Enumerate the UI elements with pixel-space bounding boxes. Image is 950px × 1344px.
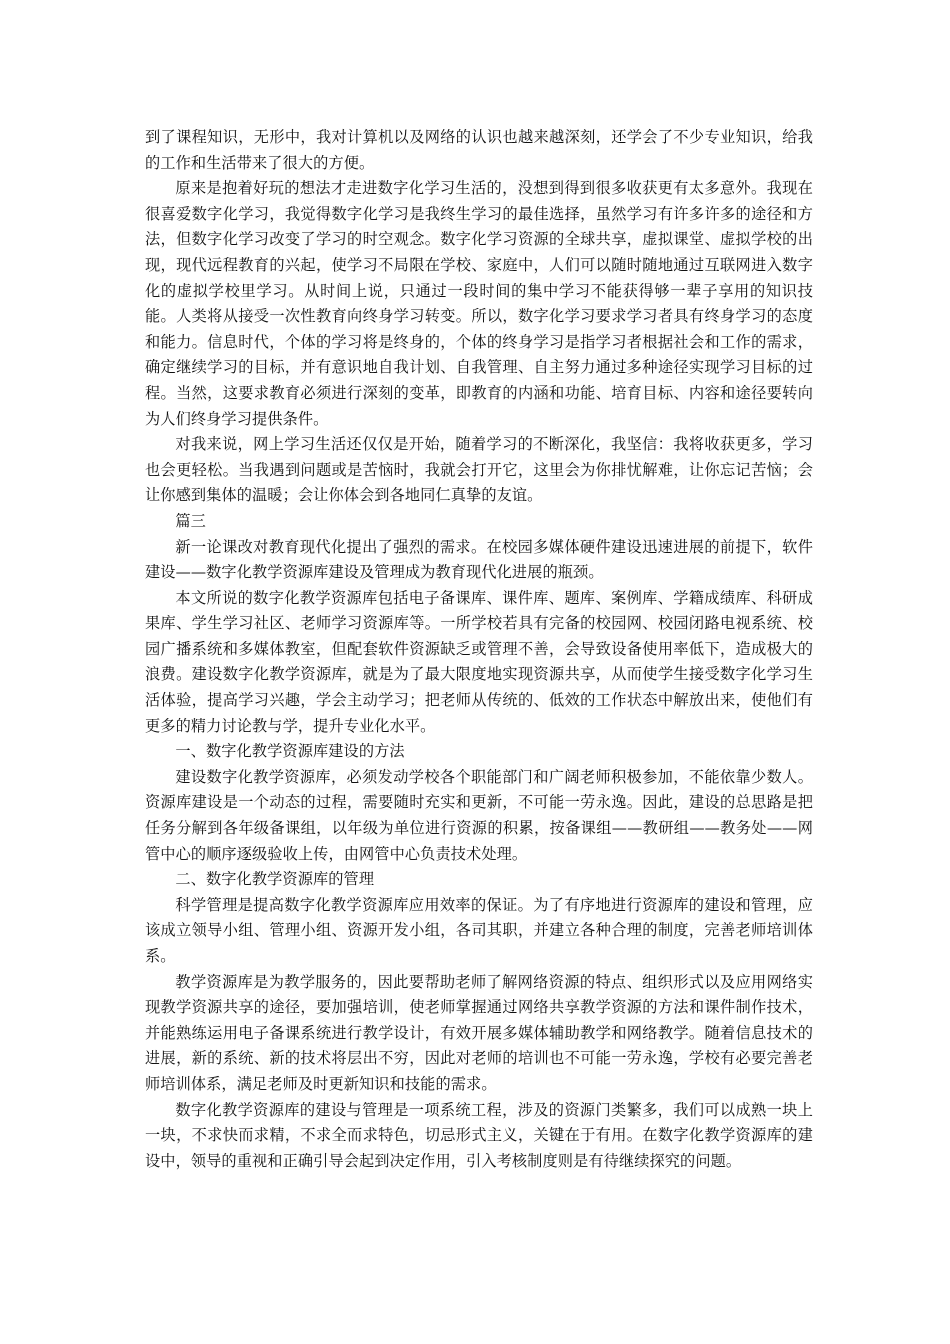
- paragraph-continuation: 到了课程知识，无形中，我对计算机以及网络的认识也越来越深刻，还学会了不少专业知识，给我的工作和生活带来了很大的方便。: [145, 128, 813, 172]
- subsection-heading: 一、数字化教学资源库建设的方法: [175, 742, 405, 761]
- paragraph: 新一论课改对教育现代化提出了强烈的需求。在校园多媒体硬件建设迅速进展的前提下，软件建设——数字化教学资源库建设及管理成为教育现代化进展的瓶颈。: [145, 537, 813, 582]
- paragraph: 数字化教学资源库的建设与管理是一项系统工程，涉及的资源门类繁多，我们可以成熟一块上一块，不求快而求精，不求全而求特色，切忌形式主义，关键在于有用。在数字化教学资源库的建设中，领导的重视和正确引导会起到决定作用，引入考核制度则是有待继续探究的问题。: [145, 1100, 813, 1170]
- document-body: [145, 125, 813, 1174]
- paragraph: 本文所说的数字化教学资源库包括电子备课库、课件库、题库、案例库、学籍成绩库、科研成果库、学生学习社区、老师学习资源库等。一所学校若具有完备的校园网、校园闭路电视系统、校园广播系统和多媒体教室，但配套软件资源缺乏或管理不善，会导致设备使用率低下，造成极大的浪费。建设数字化教学资源库，就是为了最大限度地实现资源共享，从而使学生接受数字化学习生活体验，提高学习兴趣，学会主动学习；把老师从传统的、低效的工作状态中解放出来，使他们有更多的精力讨论教与学，提升专业化水平。: [145, 588, 813, 735]
- paragraph: 科学管理是提高数字化教学资源库应用效率的保证。为了有序地进行资源库的建设和管理，应该成立领导小组、管理小组、资源开发小组，各司其职，并建立各种合理的制度，完善老师培训体系。: [145, 895, 813, 965]
- paragraph: 对我来说，网上学习生活还仅仅是开始，随着学习的不断深化，我坚信：我将收获更多，学习也会更轻松。当我遇到问题或是苦恼时，我就会打开它，这里会为你排忧解难，让你忘记苦恼；会让你感到集体的温暖；会让你体会到各地同仁真挚的友谊。: [145, 435, 813, 505]
- paragraph: 建设数字化教学资源库，必须发动学校各个职能部门和广阔老师积极参加，不能依靠少数人。资源库建设是一个动态的过程，需要随时充实和更新，不可能一劳永逸。因此，建设的总思路是把任务分解到各年级备课组，以年级为单位进行资源的积累，按备课组——教研组——教务处——网管中心的顺序逐级验收上传，由网管中心负责技术处理。: [145, 767, 813, 863]
- subsection-heading: 二、数字化教学资源库的管理: [175, 870, 375, 889]
- section-heading: 篇三: [175, 511, 206, 530]
- paragraph: 教学资源库是为教学服务的，因此要帮助老师了解网络资源的特点、组织形式以及应用网络实现教学资源共享的途径，要加强培训，使老师掌握通过网络共享教学资源的方法和课件制作技术，并能熟练运用电子备课系统进行教学设计，有效开展多媒体辅助教学和网络教学。随着信息技术的进展，新的系统、新的技术将层出不穷，因此对老师的培训也不可能一劳永逸，学校有必要完善老师培训体系，满足老师及时更新知识和技能的需求。: [145, 972, 813, 1093]
- paragraph: 原来是抱着好玩的想法才走进数字化学习生活的，没想到得到很多收获更有太多意外。我现在很喜爱数字化学习，我觉得数字化学习是我终生学习的最佳选择，虽然学习有许多许多的途径和方法，但数字化学习改变了学习的时空观念。数字化学习资源的全球共享，虚拟课堂、虚拟学校的出现，现代远程教育的兴起，使学习不局限在学校、家庭中，人们可以随时随地通过互联网进入数字化的虚拟学校里学习。从时间上说，只通过一段时间的集中学习不能获得够一辈子享用的知识技能。人类将从接受一次性教育向终身学习转变。所以，数字化学习要求学习者具有终身学习的态度和能力。信息时代，个体的学习将是终身的，个体的终身学习是指学习者根据社会和工作的需求，确定继续学习的目标，并有意识地自我计划、自我管理、自主努力通过多种途径实现学习目标的过程。当然，这要求教育必须进行深刻的变革，即教育的内涵和功能、培育目标、内容和途径要转向为人们终身学习提供条件。: [145, 179, 813, 428]
